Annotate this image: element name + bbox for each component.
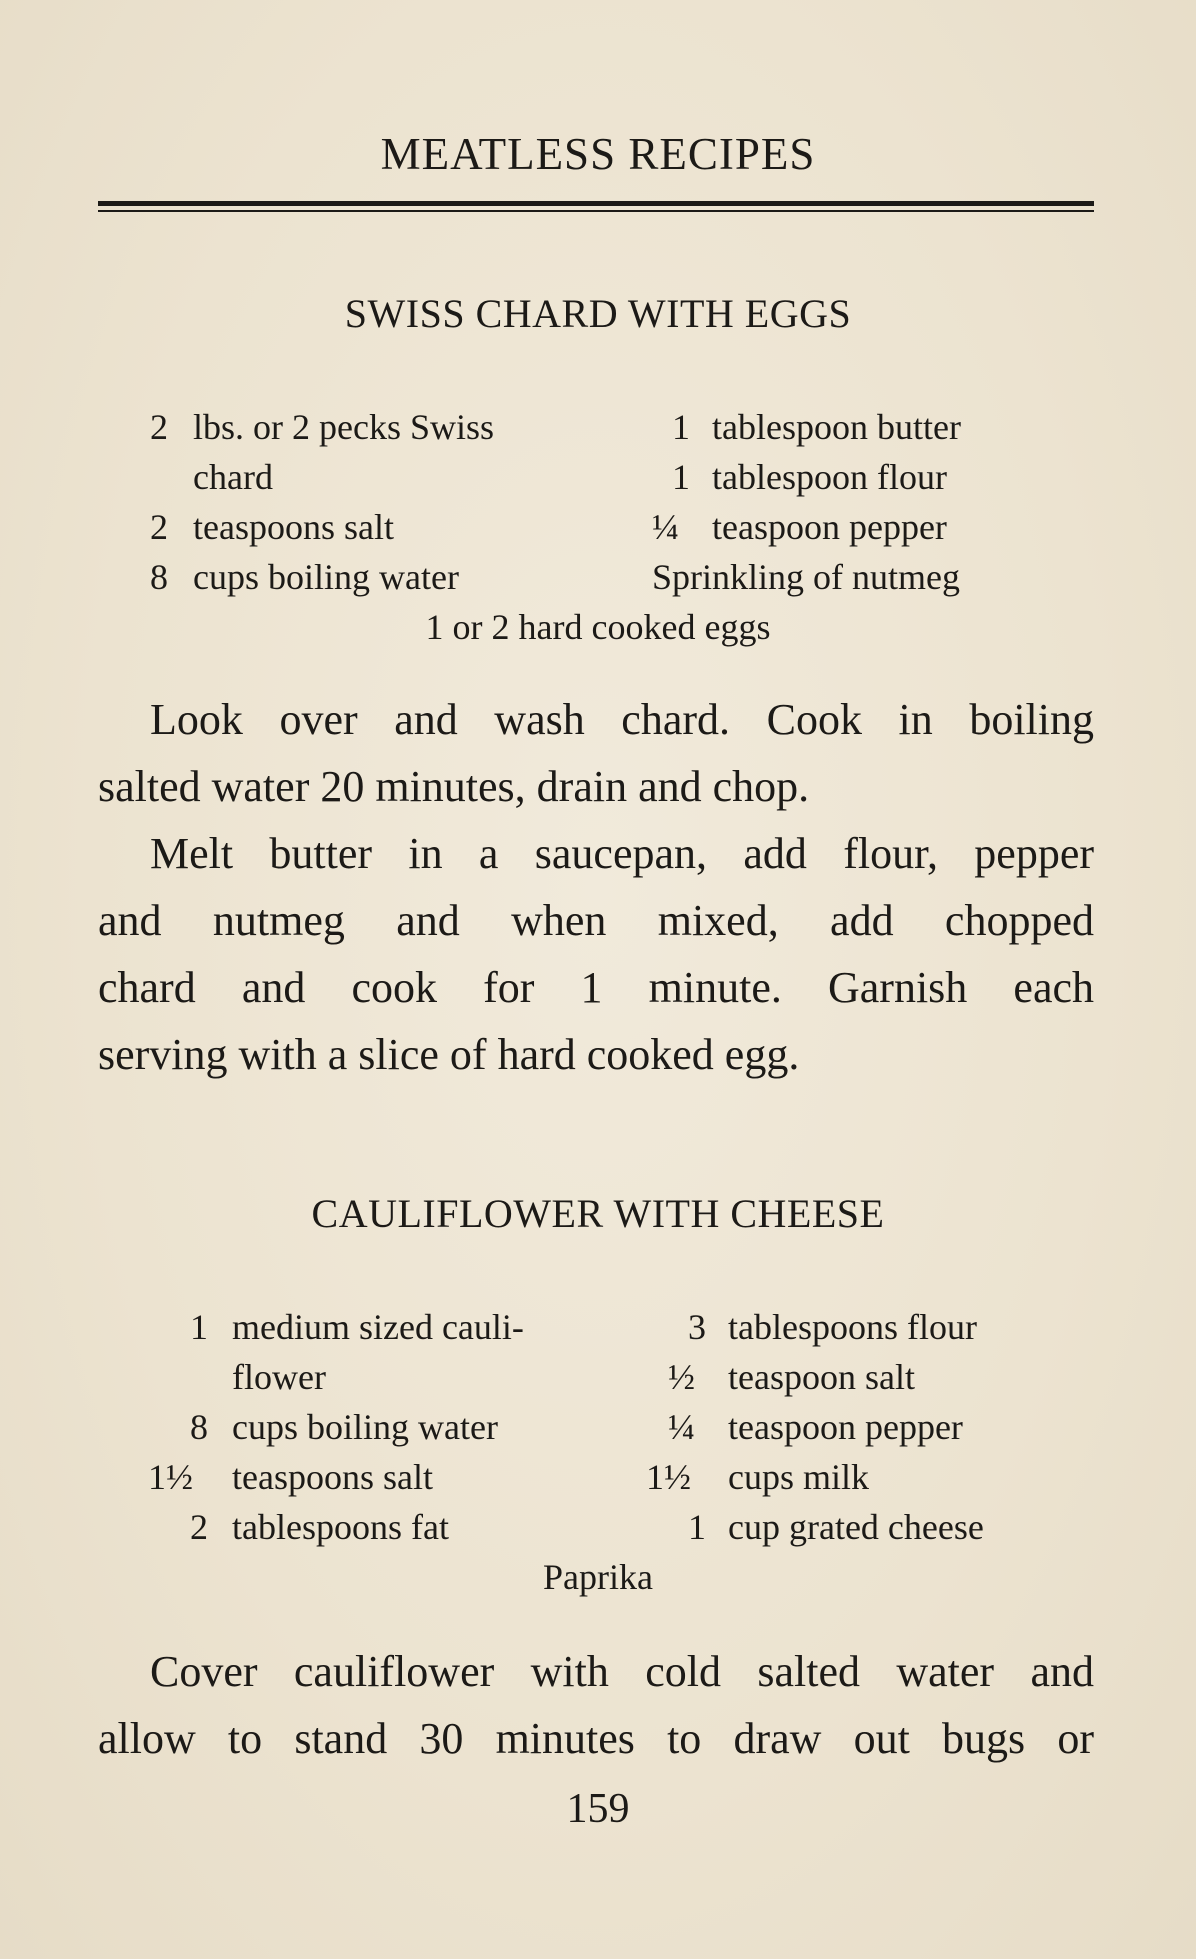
ingredient-text: cup grated cheese bbox=[728, 1507, 984, 1547]
ingredient-row bbox=[0, 1452, 1196, 1502]
ingredient-text: medium sized cauli- bbox=[232, 1307, 524, 1347]
ingredient-row bbox=[0, 402, 1196, 452]
recipe-title-swiss-chard: SWISS CHARD WITH EGGS bbox=[344, 291, 852, 336]
ingredient-row bbox=[0, 1502, 1196, 1552]
ingredient-text: tablespoon flour bbox=[712, 457, 947, 497]
page-number: 159 bbox=[566, 1786, 630, 1832]
ingredient-row bbox=[0, 1352, 1196, 1402]
ingredient-row bbox=[0, 1302, 1196, 1352]
ingredient-qty: 2 bbox=[150, 507, 168, 547]
ingredient-text: teaspoons salt bbox=[232, 1457, 433, 1497]
ingredient-text: cups boiling water bbox=[232, 1407, 498, 1447]
ingredient-qty: 1 bbox=[190, 1307, 208, 1347]
ingredient-text: tablespoons flour bbox=[728, 1307, 977, 1347]
ingredient-qty: ¼ bbox=[668, 1407, 695, 1447]
ingredient-text: tablespoons fat bbox=[232, 1507, 449, 1547]
paragraph-line: serving with a slice of hard cooked egg. bbox=[98, 1030, 800, 1079]
recipe-paragraph bbox=[98, 686, 1094, 820]
paragraph-line: and nutmeg and when mixed, add chopped bbox=[98, 896, 1094, 945]
paragraph-line: Melt butter in a saucepan, add flour, pepper bbox=[150, 829, 1094, 878]
ingredient-text: tablespoon butter bbox=[712, 407, 961, 447]
recipe-paragraph bbox=[98, 1638, 1094, 1772]
ingredient-row bbox=[0, 1402, 1196, 1452]
ingredient-qty: 8 bbox=[190, 1407, 208, 1447]
ingredient-qty: 1 bbox=[672, 457, 690, 497]
ingredient-text: lbs. or 2 pecks Swiss bbox=[193, 407, 495, 447]
paragraph-line: salted water 20 minutes, drain and chop. bbox=[98, 762, 810, 811]
page-header: MEATLESS RECIPES bbox=[380, 129, 816, 179]
header-rule-thick bbox=[98, 201, 1094, 206]
ingredient-row bbox=[0, 552, 1196, 602]
ingredient-text: cups milk bbox=[728, 1457, 869, 1497]
ingredient-qty: 1½ bbox=[646, 1457, 691, 1497]
ingredient-text: cups boiling water bbox=[193, 557, 459, 597]
paragraph-line: chard and cook for 1 minute. Garnish each bbox=[98, 963, 1094, 1012]
ingredient-text: teaspoons salt bbox=[193, 507, 394, 547]
ingredient-qty: ½ bbox=[668, 1357, 695, 1397]
ingredient-qty: 1½ bbox=[148, 1457, 193, 1497]
paragraph-line: Cover cauliflower with cold salted water and bbox=[150, 1647, 1094, 1696]
ingredient-text: teaspoon pepper bbox=[712, 507, 947, 547]
ingredient-qty: 1 bbox=[672, 407, 690, 447]
recipe-title-cauliflower: CAULIFLOWER WITH CHEESE bbox=[311, 1191, 885, 1236]
paragraph-line: allow to stand 30 minutes to draw out bugs or bbox=[98, 1714, 1094, 1763]
ingredient-qty: ¼ bbox=[652, 507, 679, 547]
ingredient-text: flower bbox=[232, 1357, 326, 1397]
ingredient-qty: 2 bbox=[190, 1507, 208, 1547]
recipe-paragraph bbox=[98, 820, 1094, 1088]
ingredient-text: chard bbox=[193, 457, 273, 497]
ingredient-qty: 3 bbox=[688, 1307, 706, 1347]
header-rule-thin bbox=[98, 210, 1094, 212]
ingredient-row bbox=[0, 452, 1196, 502]
ingredient-center: 1 or 2 hard cooked eggs bbox=[425, 607, 771, 647]
ingredient-qty: 1 bbox=[688, 1507, 706, 1547]
ingredient-row bbox=[0, 502, 1196, 552]
ingredient-text: teaspoon salt bbox=[728, 1357, 915, 1397]
ingredient-qty: 2 bbox=[150, 407, 168, 447]
ingredient-text: Sprinkling of nutmeg bbox=[652, 557, 960, 597]
paragraph-line: Look over and wash chard. Cook in boiling bbox=[150, 695, 1094, 744]
ingredient-center: Paprika bbox=[543, 1557, 653, 1597]
ingredient-text: teaspoon pepper bbox=[728, 1407, 963, 1447]
ingredient-qty: 8 bbox=[150, 557, 168, 597]
